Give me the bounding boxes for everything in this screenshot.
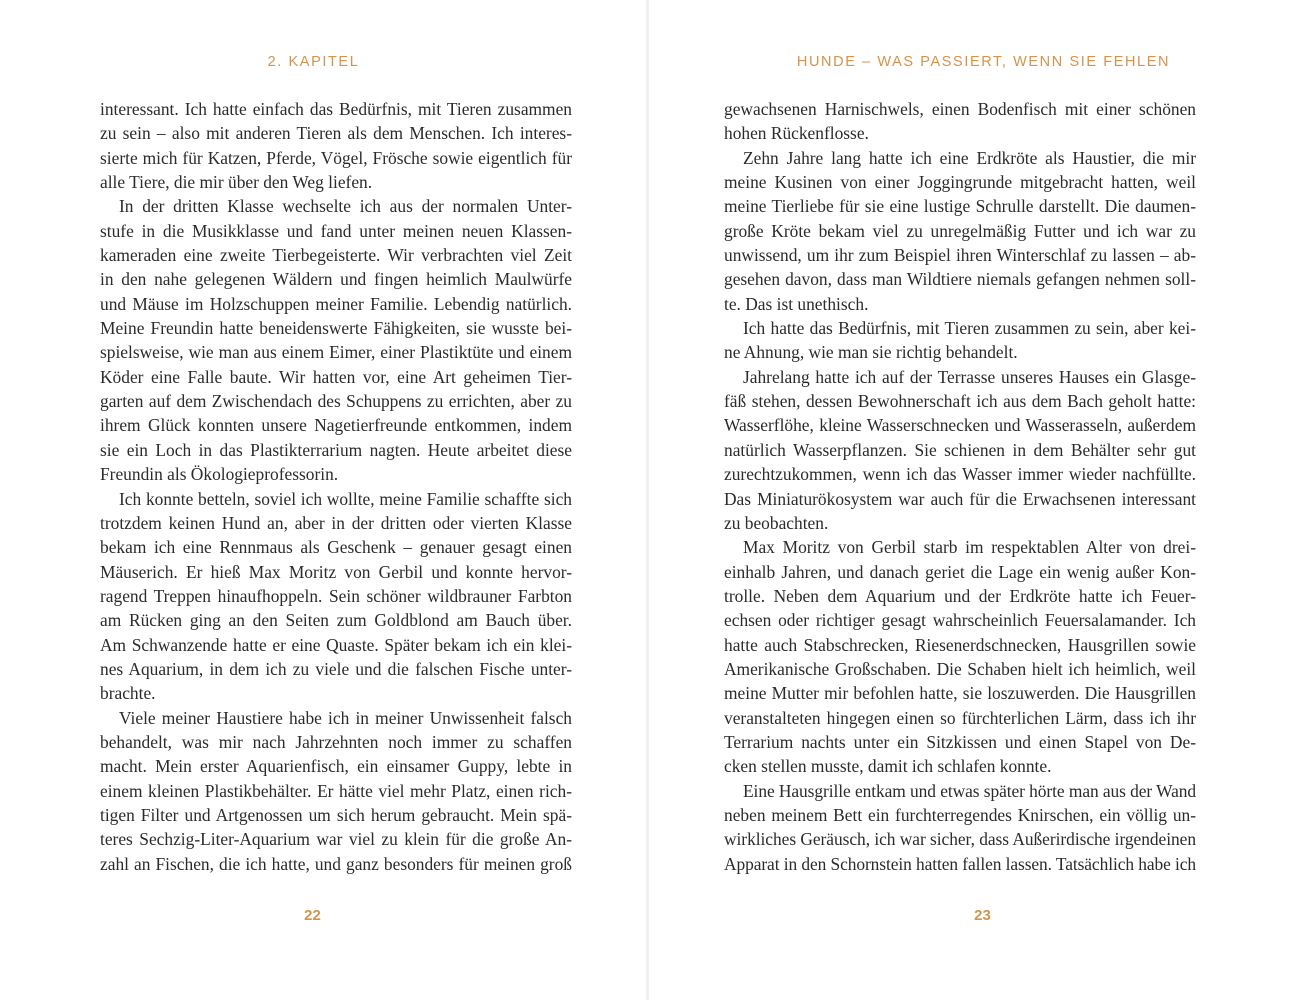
text-line: Ich hatte das Bedürfnis, mit Tieren zusammen zu sein, aber kei- <box>743 318 1196 339</box>
page-number: 23 <box>974 907 991 924</box>
text-line: garten auf dem Zwischendach des Schuppens zu errichten, aber zu <box>100 391 572 412</box>
right-page <box>648 0 1295 1000</box>
text-line: gewachsenen Harnischwels, einen Bodenfisch mit einer schönen <box>724 99 1196 119</box>
text-line: große Kröte bekam viel zu unregelmäßig Futter und ich war zu <box>724 220 1196 241</box>
page-number: 22 <box>304 907 321 924</box>
text-line: zu sein – also mit anderen Tieren als dem Menschen. Ich interes- <box>100 123 572 144</box>
text-line: sierte mich für Katzen, Pferde, Vögel, Frösche sowie eigentlich für <box>100 147 572 168</box>
text-line: natürlich Wasserpflanzen. Sie schienen in dem Behälter sehr gut <box>724 439 1196 460</box>
text-line: nes Aquarium, in dem ich zu viele und die falschen Fische unter- <box>100 658 572 679</box>
text-line: ragend Treppen hinaufhoppeln. Sein schöner wildbrauner Farbton <box>100 585 572 606</box>
text-line: gesehen davon, dass man Wildtiere niemals gefangen nehmen soll- <box>724 269 1196 290</box>
left-page <box>0 0 647 1000</box>
text-line: sie ein Loch in das Plastikterrarium nagten. Heute arbeitet diese <box>100 439 572 460</box>
text-line: neben meinem Bett ein furchterregendes Knirschen, ein völlig un- <box>724 804 1196 825</box>
text-line: hatte auch Stabschrecken, Riesenerdschnecken, Hausgrillen sowie <box>724 634 1196 655</box>
text-line: bekam ich eine Rennmaus als Geschenk – genauer gesagt einen <box>100 537 572 558</box>
text-line: fäß stehen, dessen Bewohnerschaft ich aus dem Bach geholt hatte: <box>724 391 1196 412</box>
text-line: Das Miniaturökosystem war auch für die Erwachsenen interessant <box>724 488 1196 509</box>
text-line: trolle. Neben dem Aquarium und der Erdkröte hatte ich Feuer- <box>724 585 1196 606</box>
text-line: veranstalteten hingegen einen so fürchterlichen Lärm, dass ich ihr <box>724 707 1196 728</box>
text-line: meine Tierliebe für sie eine lustige Schrulle darstellt. Die daumen- <box>724 196 1196 217</box>
text-line: Wasserflöhe, kleine Wasserschnecken und Wasserasseln, außerdem <box>724 415 1196 436</box>
text-line: ihrem Glück konnten unsere Nagetierfreunde entkommen, indem <box>100 415 572 436</box>
text-line: zu beobachten. <box>724 512 829 533</box>
text-line: Max Moritz von Gerbil starb im respektablen Alter von drei- <box>743 537 1196 558</box>
body-text <box>100 97 572 876</box>
text-line: Zehn Jahre lang hatte ich eine Erdkröte als Haustier, die mir <box>743 147 1196 168</box>
text-line: kameraden eine zweite Tierbegeisterte. Wir verbrachten viel Zeit <box>100 245 572 266</box>
text-line: Eine Hausgrille entkam und etwas später hörte man aus der Wand <box>743 780 1196 801</box>
text-line: alle Tiere, die mir über den Weg liefen. <box>100 172 373 193</box>
text-line: spielsweise, wie man aus einem Eimer, einer Plastiktüte und einem <box>100 342 572 363</box>
text-line: Köder eine Falle baute. Wir hatten vor, eine Art geheimen Tier- <box>100 366 572 387</box>
text-line: zurechtzukommen, wenn ich das Wasser immer wieder nachfüllte. <box>724 464 1196 485</box>
text-line: meine Mutter mir befohlen hatte, sie loszuwerden. Die Hausgrillen <box>724 683 1196 704</box>
text-line: teres Sechzig-Liter-Aquarium war viel zu klein für die große An- <box>100 829 572 850</box>
text-line: in den nahe gelegenen Wäldern und fingen heimlich Maulwürfe <box>100 269 572 290</box>
text-line: Jahrelang hatte ich auf der Terrasse unseres Hauses ein Glasge- <box>743 366 1196 387</box>
text-line: Freundin als Ökologieprofessorin. <box>100 464 339 485</box>
text-line: interessant. Ich hatte einfach das Bedürfnis, mit Tieren zusammen <box>100 99 572 119</box>
text-line: einem kleinen Plastikbehälter. Er hätte viel mehr Platz, einen rich- <box>100 780 572 801</box>
text-line: In der dritten Klasse wechselte ich aus der normalen Unter- <box>119 196 572 217</box>
text-line: stufe in die Musikklasse und fand unter meinen neuen Klassen- <box>100 220 572 241</box>
text-line: Apparat in den Schornstein hatten fallen lassen. Tatsächlich habe ich <box>724 853 1196 874</box>
text-line: echsen oder richtiger gesagt wahrscheinlich Feuersalamander. Ich <box>724 610 1196 631</box>
text-line: Viele meiner Haustiere habe ich in meiner Unwissenheit falsch <box>119 707 572 728</box>
text-line: zahl an Fischen, die ich hatte, und ganz besonders für meinen groß <box>100 853 572 874</box>
text-line: meine Kusinen von einer Joggingrunde mitgebracht hatten, weil <box>724 172 1196 193</box>
text-line: trotzdem keinen Hund an, aber in der dritten oder vierten Klasse <box>100 512 572 533</box>
text-line: hohen Rückenflosse. <box>724 123 869 144</box>
text-line: unwissend, um ihr zum Beispiel ihren Winterschlaf zu lassen – ab- <box>724 245 1196 266</box>
text-line: macht. Mein erster Aquarienfisch, ein einsamer Guppy, lebte in <box>100 756 572 777</box>
text-line: am Rücken ging an den Seiten zum Goldblond am Bauch über. <box>100 610 572 631</box>
text-line: te. Das ist unethisch. <box>724 293 869 314</box>
text-line: cken stellen musste, damit ich schlafen konnte. <box>724 756 1052 777</box>
text-line: Am Schwanzende hatte er eine Quaste. Später bekam ich ein klei- <box>100 634 572 655</box>
body-text <box>724 97 1196 876</box>
text-line: Amerikanische Großschaben. Die Schaben hielt ich heimlich, weil <box>724 658 1196 679</box>
text-line: Mäuserich. Er hieß Max Moritz von Gerbil und konnte hervor- <box>100 561 572 582</box>
text-line: Meine Freundin hatte beneidenswerte Fähigkeiten, sie wusste bei- <box>100 318 572 339</box>
text-line: ne Ahnung, wie man sie richtig behandelt. <box>724 342 1018 363</box>
running-head: HUNDE – WAS PASSIERT, WENN SIE FEHLEN <box>796 54 1171 70</box>
text-line: und Mäuse im Holzschuppen meiner Familie. Lebendig natürlich. <box>100 293 572 314</box>
text-line: einhalb Jahren, und danach geriet die Lage ein wenig außer Kon- <box>724 561 1196 582</box>
running-head: 2. KAPITEL <box>267 54 360 70</box>
text-line: brachte. <box>100 683 156 704</box>
text-line: wirkliches Geräusch, ich war sicher, dass Außerirdische irgendeinen <box>724 829 1196 850</box>
text-line: Ich konnte betteln, soviel ich wollte, meine Familie schaffte sich <box>119 488 572 509</box>
text-line: behandelt, was mir nach Jahrzehnten noch immer zu schaffen <box>100 731 572 752</box>
text-line: Terrarium nachts unter ein Sitzkissen und einen Stapel von De- <box>724 731 1196 752</box>
text-line: tigen Filter und Artgenossen um sich herum gebraucht. Mein spä- <box>100 804 572 825</box>
